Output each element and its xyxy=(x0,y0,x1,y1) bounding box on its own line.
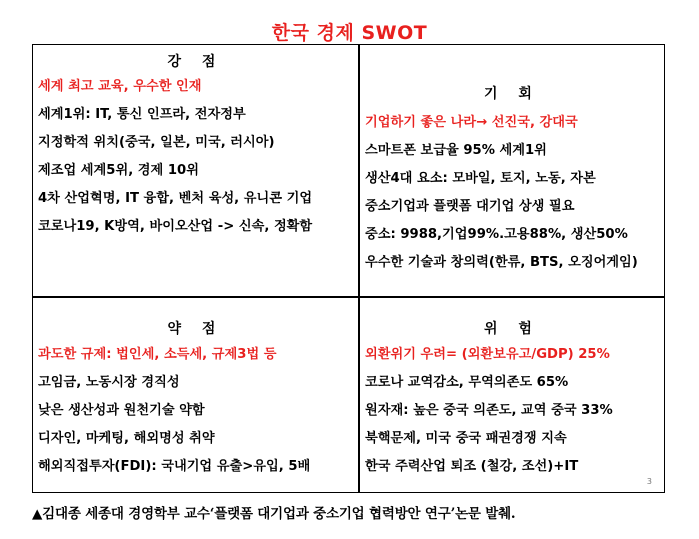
weaknesses-heading: 약 점 xyxy=(167,321,224,337)
weaknesses-list xyxy=(33,341,358,481)
opportunities-item: 중소: 9988,기업99%.고용88%, 생산50% xyxy=(365,227,628,242)
strengths-item: 제조업 세계5위, 경제 10위 xyxy=(38,163,199,178)
strengths-highlight: 세계 최고 교육, 우수한 인재 xyxy=(38,79,202,94)
threats-item: 북핵문제, 미국 중국 패권경쟁 지속 xyxy=(365,431,567,446)
strengths-item: 코로나19, K방역, 바이오산업 -> 신속, 정확함 xyxy=(38,219,313,234)
strengths-list xyxy=(33,73,358,241)
opportunities-quadrant xyxy=(360,45,664,277)
strengths-quadrant xyxy=(33,45,358,241)
opportunities-item: 중소기업과 플랫폼 대기업 상생 필요 xyxy=(365,199,575,214)
opportunities-highlight: 기업하기 좋은 나라→ 선진국, 강대국 xyxy=(365,115,578,130)
opportunities-list xyxy=(360,109,664,277)
strengths-item: 4차 산업혁명, IT 융합, 벤처 육성, 유니콘 기업 xyxy=(38,191,313,206)
weaknesses-quadrant xyxy=(33,298,358,481)
threats-item: 코로나 교역감소, 무역의존도 65% xyxy=(365,375,569,390)
threats-heading: 위 험 xyxy=(484,321,540,337)
opportunities-item: 생산4대 요소: 모바일, 토지, 노동, 자본 xyxy=(365,171,596,186)
weaknesses-item: 해외직접투자(FDI): 국내기업 유출>유입, 5배 xyxy=(38,459,311,474)
source-caption: ▲김대종 세종대 경영학부 교수‘플랫폼 대기업과 중소기업 협력방안 연구’논문 발췌. xyxy=(32,506,516,522)
threats-item: 원자재: 높은 중국 의존도, 교역 중국 33% xyxy=(365,403,613,418)
weaknesses-item: 디자인, 마케팅, 해외명성 취약 xyxy=(38,431,215,446)
threats-item: 한국 주력산업 퇴조 (철강, 조선)+IT xyxy=(365,459,579,474)
swot-title: 한국 경제 SWOT xyxy=(271,22,428,44)
threats-highlight: 외환위기 우려= (외환보유고/GDP) 25% xyxy=(365,347,610,362)
swot-grid xyxy=(32,44,665,493)
threats-quadrant xyxy=(360,298,664,481)
threats-list xyxy=(360,341,664,481)
opportunities-item: 우수한 기술과 창의력(한류, BTS, 오징어게임) xyxy=(365,255,638,270)
opportunities-item: 스마트폰 보급율 95% 세계1위 xyxy=(365,143,547,158)
weaknesses-item: 낮은 생산성과 원천기술 약함 xyxy=(38,403,205,418)
weaknesses-item: 고임금, 노동시장 경직성 xyxy=(38,375,180,390)
strengths-item: 지정학적 위치(중국, 일본, 미국, 러시아) xyxy=(38,135,275,150)
opportunities-heading: 기 회 xyxy=(484,86,540,102)
strengths-heading: 강 점 xyxy=(167,54,224,70)
weaknesses-highlight: 과도한 규제: 법인세, 소득세, 규제3법 등 xyxy=(38,347,277,362)
page-number: 3 xyxy=(646,477,652,486)
strengths-item: 세계1위: IT, 통신 인프라, 전자정부 xyxy=(38,107,246,122)
